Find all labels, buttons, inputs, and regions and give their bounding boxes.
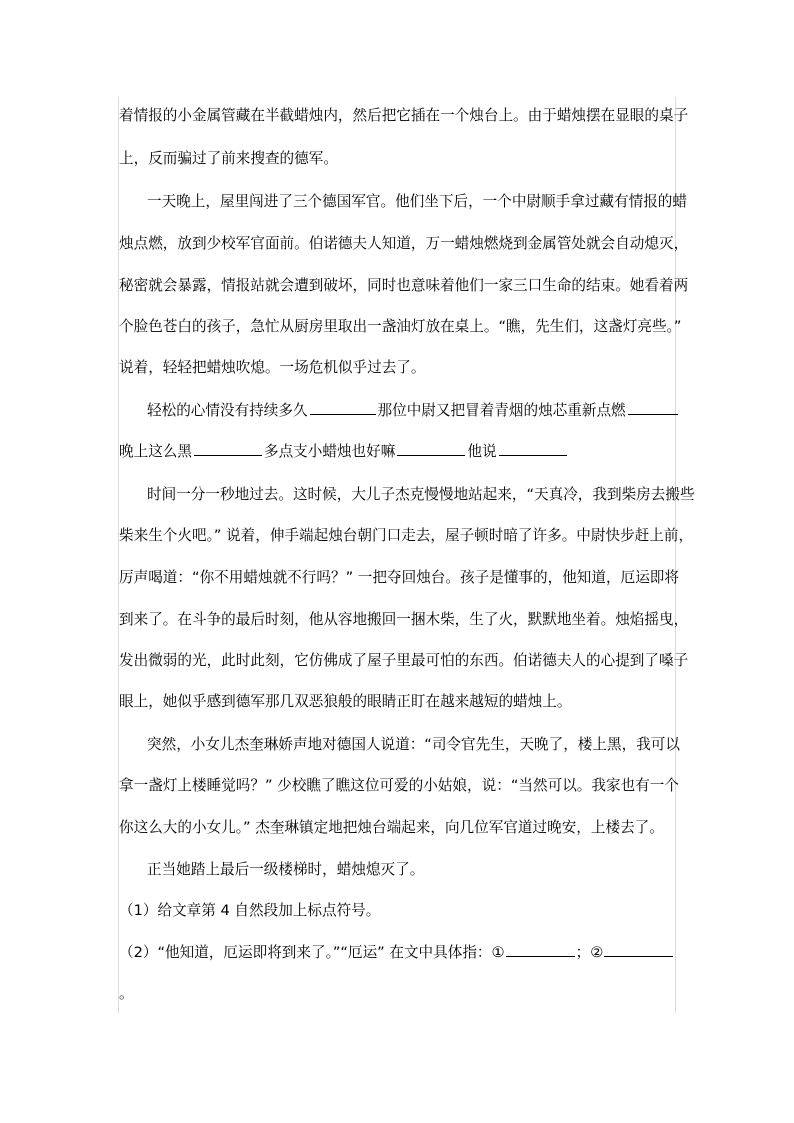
paragraph-4-line-3: 厉声喝道：“你不用蜡烛就不行吗？” 一把夺回烛台。孩子是懂事的，他知道，厄运即将 bbox=[119, 569, 679, 586]
paragraph-3-line-1 bbox=[147, 400, 677, 420]
punctuation-blank-1[interactable] bbox=[310, 400, 376, 415]
paragraph-3-segment-2: 那位中尉又把冒着青烟的烛芯重新点燃 bbox=[377, 402, 626, 419]
punctuation-blank-5[interactable] bbox=[499, 441, 567, 456]
punctuation-blank-2[interactable] bbox=[628, 400, 678, 415]
paragraph-6-line-1: 正当她踏上最后一级楼梯时，蜡烛熄灭了。 bbox=[147, 861, 425, 878]
question-2-end: 。 bbox=[119, 985, 134, 1002]
punctuation-blank-3[interactable] bbox=[194, 441, 262, 456]
paragraph-5-line-1: 突然，小女儿杰奎琳娇声地对德国人说道：“司令官先生，天晚了，楼上黑，我可以 bbox=[147, 736, 680, 753]
paragraph-2-line-5: 说着，轻轻把蜡烛吹熄。一场危机似乎过去了。 bbox=[119, 359, 426, 376]
paragraph-3-line-2 bbox=[119, 441, 679, 461]
paragraph-2-line-4: 个脸色苍白的孩子，急忙从厨房里取出一盏油灯放在桌上。“瞧，先生们，这盏灯亮些。” bbox=[119, 318, 682, 335]
paragraph-3-segment-3: 晚上这么黑 bbox=[119, 443, 192, 460]
paragraph-4-line-6: 眼上，她似乎感到德军那几双恶狼般的眼睛正盯在越来越短的蜡烛上。 bbox=[119, 693, 572, 710]
question-2-text: （2）“他知道，厄运即将到来了。”“厄运” 在文中具体指：① bbox=[119, 944, 505, 961]
paragraph-1-line-1: 着情报的小金属管藏在半截蜡烛内，然后把它插在一个烛台上。由于蜡烛摆在显眼的桌子 bbox=[119, 107, 689, 124]
question-2 bbox=[119, 942, 679, 962]
paragraph-4-line-4: 到来了。在斗争的最后时刻，他从容地搬回一捆木柴，生了火，默默地坐着。烛焰摇曳， bbox=[119, 611, 689, 628]
paragraph-3-segment-4: 多点支小蜡烛也好嘛 bbox=[263, 443, 396, 460]
question-1: （1）给文章第 4 自然段加上标点符号。 bbox=[119, 902, 381, 919]
answer-blank-1[interactable] bbox=[506, 942, 575, 957]
answer-blank-2[interactable] bbox=[604, 942, 673, 957]
paragraph-3-segment-1: 轻松的心情没有持续多久 bbox=[147, 402, 308, 419]
paragraph-2-line-1: 一天晚上，屋里闯进了三个德国军官。他们坐下后，一个中尉顺手拿过藏有情报的蜡 bbox=[147, 193, 687, 210]
paragraph-2-line-3: 秘密就会暴露，情报站就会遭到破坏，同时也意味着他们一家三口生命的结束。她看着两 bbox=[119, 277, 689, 294]
paragraph-5-line-2: 拿一盏灯上楼睡觉吗？” 少校瞧了瞧这位可爱的小姑娘，说：“当然可以。我家也有一个 bbox=[119, 777, 679, 794]
paragraph-4-line-2: 柴来生个火吧。” 说着，伸手端起烛台朝门口走去，屋子顿时暗了许多。中尉快步赶上前， bbox=[119, 527, 694, 544]
paragraph-4-line-1: 时间一分一秒地过去。这时候，大儿子杰克慢慢地站起来，“天真冷，我到柴房去搬些 bbox=[147, 486, 695, 503]
paragraph-3-segment-5: 他说 bbox=[467, 443, 497, 460]
paragraph-1-line-2: 上，反而骗过了前来搜查的德军。 bbox=[119, 150, 338, 167]
paragraph-5-line-3: 你这么大的小女儿。” 杰奎琳镇定地把烛台端起来，向几位军官道过晚安，上楼去了。 bbox=[119, 819, 664, 836]
paragraph-2-line-2: 烛点燃，放到少校军官面前。伯诺德夫人知道，万一蜡烛燃烧到金属管处就会自动熄灭， bbox=[119, 235, 689, 252]
punctuation-blank-4[interactable] bbox=[397, 441, 465, 456]
paragraph-4-line-5: 发出微弱的光，此时此刻，它仿佛成了屋子里最可怕的东西。伯诺德夫人的心提到了嗓子 bbox=[119, 652, 689, 669]
question-2-separator: ；② bbox=[575, 944, 604, 961]
